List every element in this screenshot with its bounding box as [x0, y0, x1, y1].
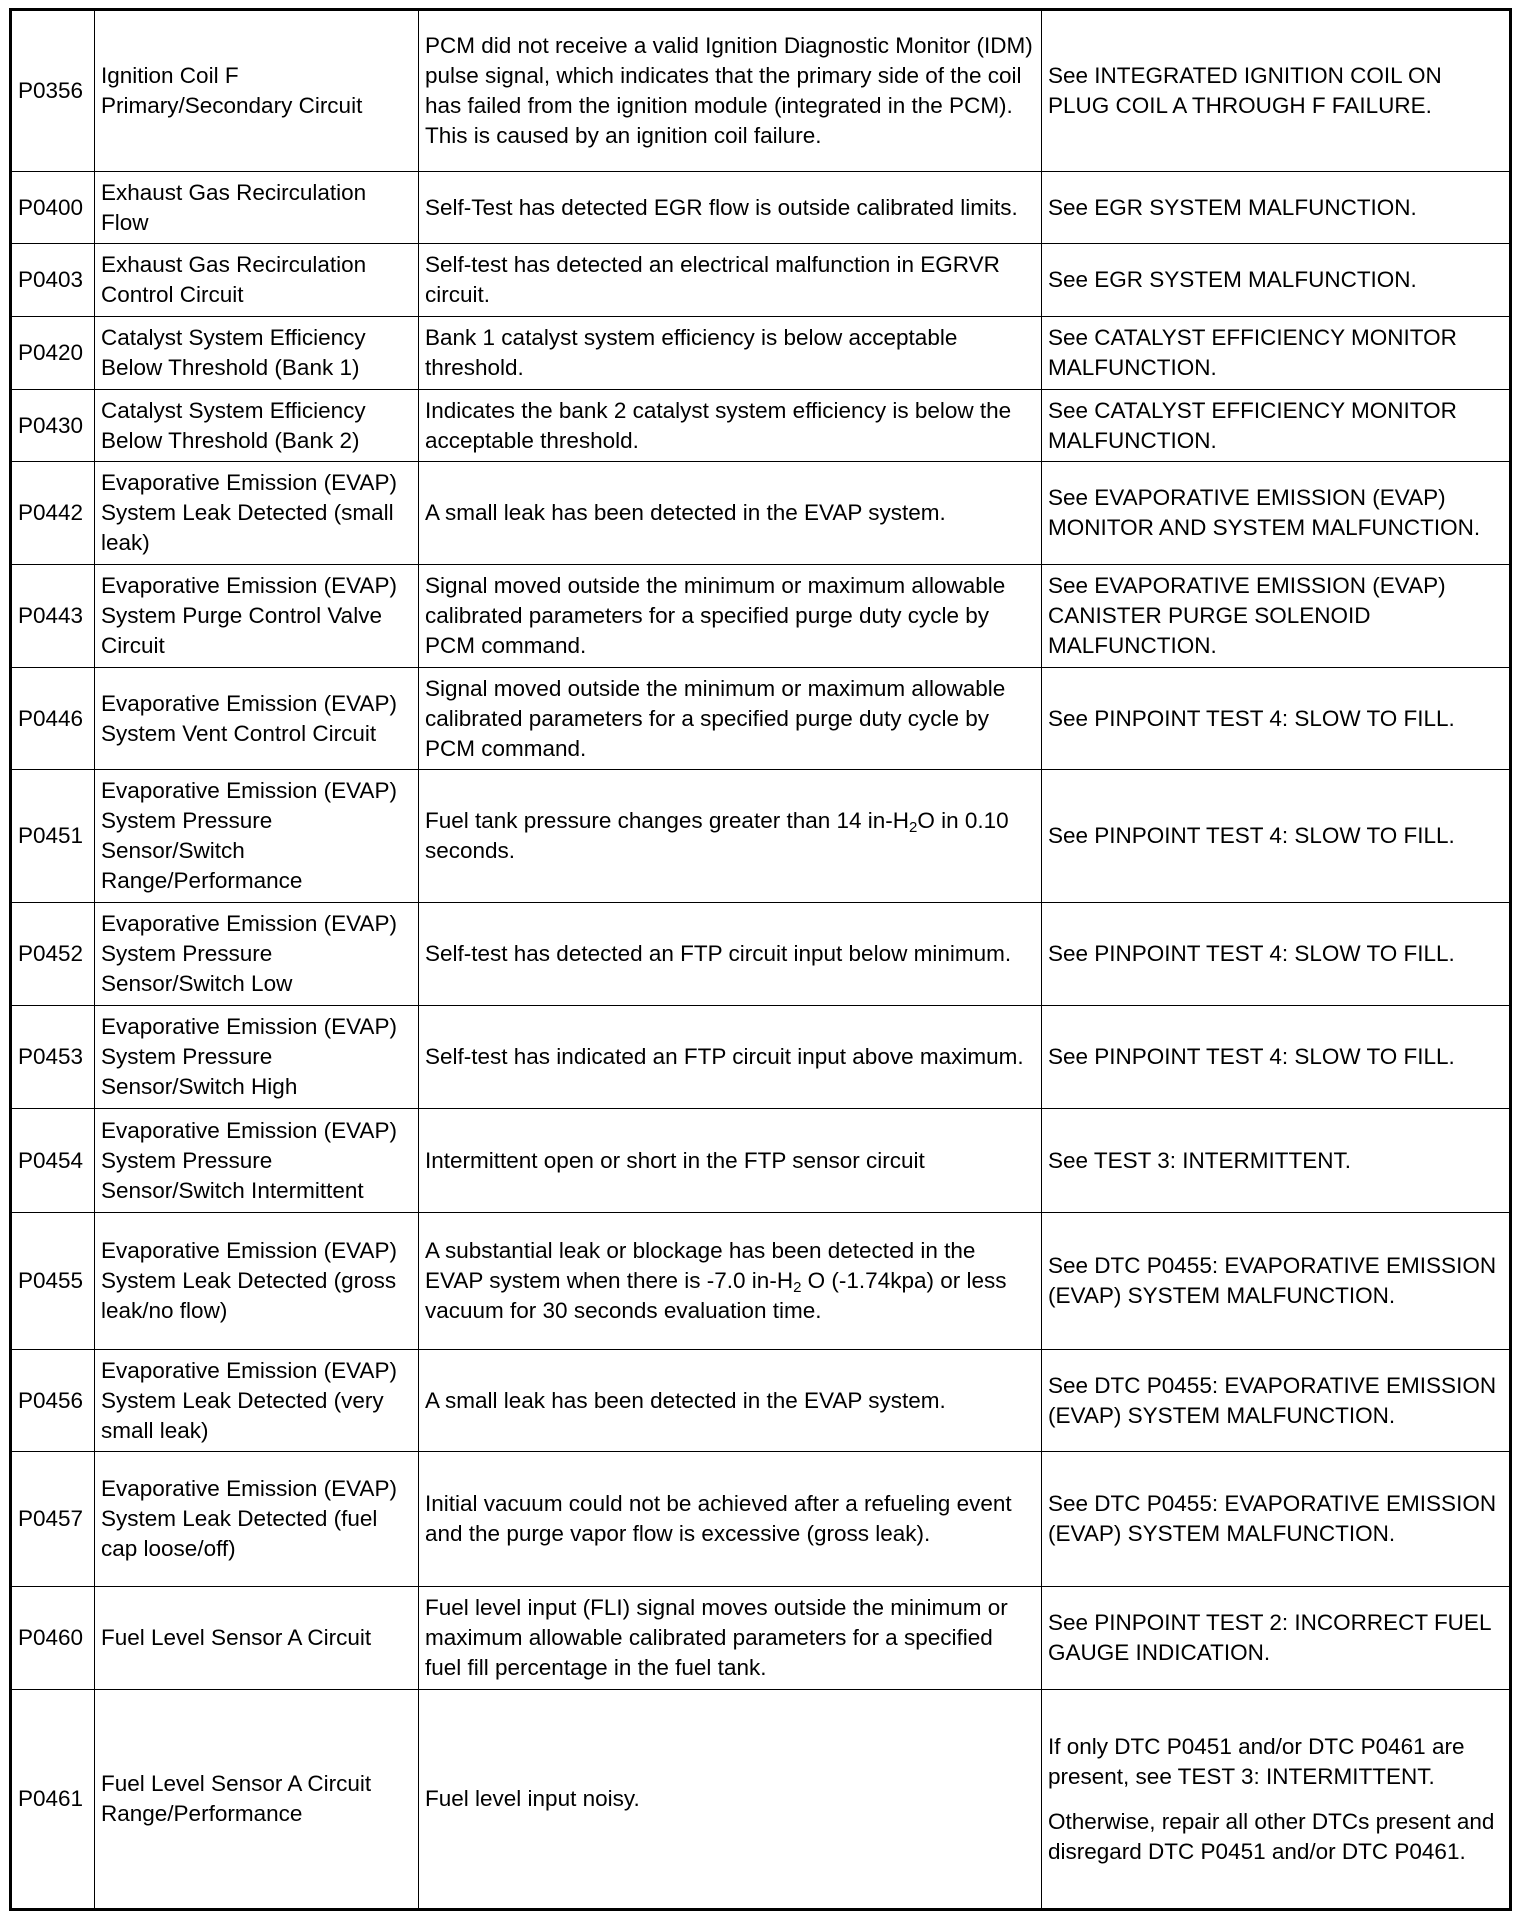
subscript-text: 2: [793, 1279, 802, 1296]
dtc-action: See DTC P0455: EVAPORATIVE EMISSION (EVAP) SYSTEM MALFUNCTION.: [1042, 1452, 1511, 1587]
table-row: [11, 1690, 1511, 1910]
table-row: [11, 1587, 1511, 1690]
dtc-name: Evaporative Emission (EVAP) System Leak Detected (small leak): [95, 462, 419, 565]
dtc-name: Evaporative Emission (EVAP) System Vent Control Circuit: [95, 668, 419, 770]
table-row: [11, 1213, 1511, 1350]
dtc-name: Evaporative Emission (EVAP) System Pressure Sensor/Switch Intermittent: [95, 1109, 419, 1213]
dtc-name: Evaporative Emission (EVAP) System Pressure Sensor/Switch High: [95, 1006, 419, 1109]
table-row: [11, 1350, 1511, 1452]
dtc-description: Self-test has indicated an FTP circuit input above maximum.: [419, 1006, 1042, 1109]
dtc-name: Evaporative Emission (EVAP) System Leak Detected (fuel cap loose/off): [95, 1452, 419, 1587]
dtc-code: P0457: [11, 1452, 95, 1587]
table-row: [11, 244, 1511, 317]
dtc-description: Bank 1 catalyst system efficiency is below acceptable threshold.: [419, 317, 1042, 390]
dtc-action: See EGR SYSTEM MALFUNCTION.: [1042, 172, 1511, 244]
dtc-name: Exhaust Gas Recirculation Control Circuit: [95, 244, 419, 317]
table-row: [11, 10, 1511, 172]
dtc-code: P0430: [11, 390, 95, 462]
dtc-code: P0356: [11, 10, 95, 172]
dtc-code: P0420: [11, 317, 95, 390]
dtc-action: See TEST 3: INTERMITTENT.: [1042, 1109, 1511, 1213]
dtc-description: A small leak has been detected in the EVAP system.: [419, 1350, 1042, 1452]
dtc-code: P0455: [11, 1213, 95, 1350]
dtc-name: Evaporative Emission (EVAP) System Pressure Sensor/Switch Range/Performance: [95, 770, 419, 903]
dtc-description: Self-Test has detected EGR flow is outside calibrated limits.: [419, 172, 1042, 244]
dtc-table: [9, 8, 1512, 1911]
dtc-action: See EVAPORATIVE EMISSION (EVAP) CANISTER PURGE SOLENOID MALFUNCTION.: [1042, 565, 1511, 668]
dtc-code: P0443: [11, 565, 95, 668]
dtc-description: Initial vacuum could not be achieved after a refueling event and the purge vapor flow is excessive (gross leak).: [419, 1452, 1042, 1587]
dtc-code: P0460: [11, 1587, 95, 1690]
table-row: [11, 565, 1511, 668]
table-row: [11, 462, 1511, 565]
dtc-action: See PINPOINT TEST 4: SLOW TO FILL.: [1042, 1006, 1511, 1109]
dtc-name: Catalyst System Efficiency Below Threshold (Bank 1): [95, 317, 419, 390]
dtc-action: See INTEGRATED IGNITION COIL ON PLUG COIL A THROUGH F FAILURE.: [1042, 10, 1511, 172]
dtc-description: [419, 770, 1042, 903]
dtc-code: P0403: [11, 244, 95, 317]
table-row: [11, 770, 1511, 903]
table-row: [11, 1006, 1511, 1109]
dtc-description-text: O in 0.10 seconds.: [425, 808, 1009, 863]
dtc-description: PCM did not receive a valid Ignition Diagnostic Monitor (IDM) pulse signal, which indicates that the primary side of the coil has failed from the ignition module (integrated in the PCM). This is caused by an ignition coil failure.: [419, 10, 1042, 172]
dtc-code: P0454: [11, 1109, 95, 1213]
dtc-name: Evaporative Emission (EVAP) System Purge Control Valve Circuit: [95, 565, 419, 668]
dtc-name: Catalyst System Efficiency Below Threshold (Bank 2): [95, 390, 419, 462]
dtc-description-text: Fuel tank pressure changes greater than 14 in-H: [425, 808, 910, 833]
dtc-code: P0456: [11, 1350, 95, 1452]
dtc-action: See PINPOINT TEST 2: INCORRECT FUEL GAUGE INDICATION.: [1042, 1587, 1511, 1690]
dtc-action-paragraph: Otherwise, repair all other DTCs present and disregard DTC P0451 and/or DTC P0461.: [1048, 1808, 1495, 1864]
dtc-description: Intermittent open or short in the FTP sensor circuit: [419, 1109, 1042, 1213]
dtc-description: Self-test has detected an electrical malfunction in EGRVR circuit.: [419, 244, 1042, 317]
dtc-description: A small leak has been detected in the EVAP system.: [419, 462, 1042, 565]
dtc-action: See PINPOINT TEST 4: SLOW TO FILL.: [1042, 668, 1511, 770]
dtc-name: Evaporative Emission (EVAP) System Pressure Sensor/Switch Low: [95, 903, 419, 1006]
dtc-action: See CATALYST EFFICIENCY MONITOR MALFUNCTION.: [1042, 390, 1511, 462]
dtc-code: P0446: [11, 668, 95, 770]
subscript-text: 2: [909, 819, 918, 836]
table-row: [11, 1109, 1511, 1213]
dtc-description: Indicates the bank 2 catalyst system efficiency is below the acceptable threshold.: [419, 390, 1042, 462]
dtc-name: Ignition Coil F Primary/Secondary Circuit: [95, 10, 419, 172]
dtc-action: [1042, 1690, 1511, 1910]
dtc-name: Exhaust Gas Recirculation Flow: [95, 172, 419, 244]
table-row: [11, 317, 1511, 390]
table-row: [11, 172, 1511, 244]
dtc-action: See DTC P0455: EVAPORATIVE EMISSION (EVAP) SYSTEM MALFUNCTION.: [1042, 1213, 1511, 1350]
dtc-code: P0400: [11, 172, 95, 244]
dtc-name: Fuel Level Sensor A Circuit: [95, 1587, 419, 1690]
dtc-code: P0451: [11, 770, 95, 903]
dtc-description: Signal moved outside the minimum or maximum allowable calibrated parameters for a specified purge duty cycle by PCM command.: [419, 668, 1042, 770]
table-row: [11, 903, 1511, 1006]
dtc-name: Evaporative Emission (EVAP) System Leak Detected (very small leak): [95, 1350, 419, 1452]
dtc-description-text: O (-1.74kpa) or less vacuum for 30 seconds evaluation time.: [425, 1268, 1007, 1323]
dtc-code: P0461: [11, 1690, 95, 1910]
dtc-description: Signal moved outside the minimum or maximum allowable calibrated parameters for a specified purge duty cycle by PCM command.: [419, 565, 1042, 668]
dtc-description: Self-test has detected an FTP circuit input below minimum.: [419, 903, 1042, 1006]
dtc-action: See EGR SYSTEM MALFUNCTION.: [1042, 244, 1511, 317]
dtc-action-paragraph: If only DTC P0451 and/or DTC P0461 are present, see TEST 3: INTERMITTENT.: [1048, 1733, 1465, 1789]
dtc-description: Fuel level input (FLI) signal moves outside the minimum or maximum allowable calibrated parameters for a specified fuel fill percentage in the fuel tank.: [419, 1587, 1042, 1690]
dtc-description: Fuel level input noisy.: [419, 1690, 1042, 1910]
dtc-code: P0442: [11, 462, 95, 565]
table-row: [11, 390, 1511, 462]
dtc-code: P0453: [11, 1006, 95, 1109]
dtc-description-text: A substantial leak or blockage has been detected in the EVAP system when there is -7.0 in-H: [425, 1238, 976, 1293]
dtc-action: See PINPOINT TEST 4: SLOW TO FILL.: [1042, 770, 1511, 903]
dtc-code: P0452: [11, 903, 95, 1006]
dtc-action: See EVAPORATIVE EMISSION (EVAP) MONITOR AND SYSTEM MALFUNCTION.: [1042, 462, 1511, 565]
dtc-name: Fuel Level Sensor A Circuit Range/Performance: [95, 1690, 419, 1910]
dtc-name: Evaporative Emission (EVAP) System Leak Detected (gross leak/no flow): [95, 1213, 419, 1350]
dtc-action: See CATALYST EFFICIENCY MONITOR MALFUNCTION.: [1042, 317, 1511, 390]
dtc-description: [419, 1213, 1042, 1350]
table-row: [11, 668, 1511, 770]
dtc-action: See PINPOINT TEST 4: SLOW TO FILL.: [1042, 903, 1511, 1006]
table-row: [11, 1452, 1511, 1587]
dtc-action: See DTC P0455: EVAPORATIVE EMISSION (EVAP) SYSTEM MALFUNCTION.: [1042, 1350, 1511, 1452]
